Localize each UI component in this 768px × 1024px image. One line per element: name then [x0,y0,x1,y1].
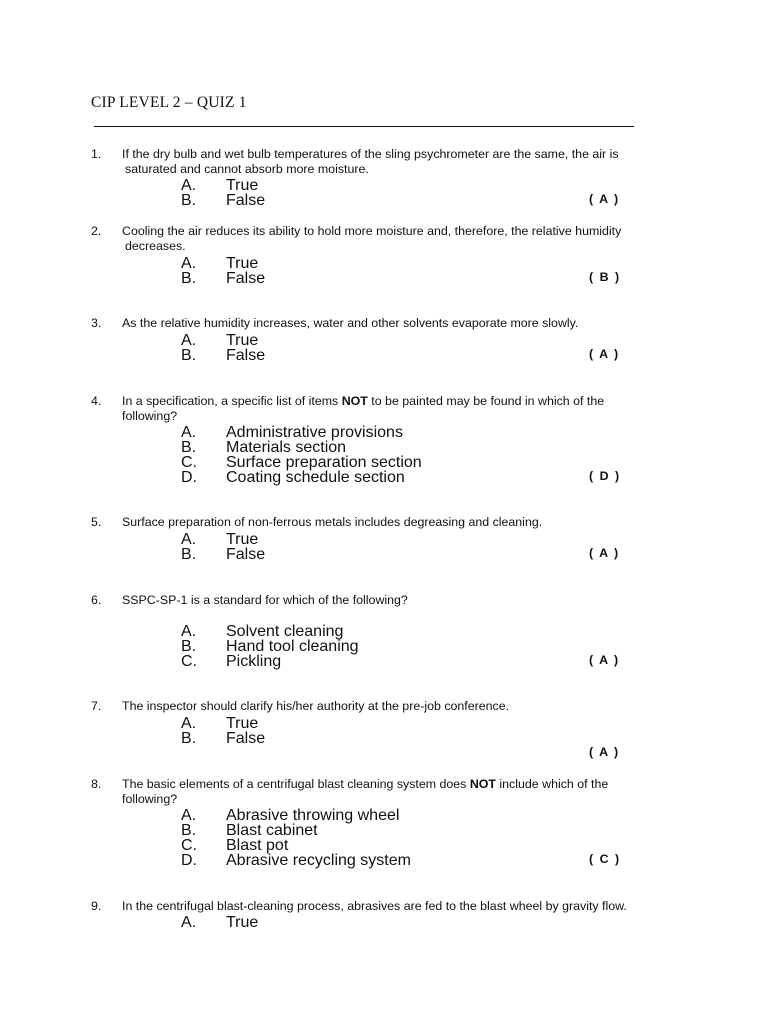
question-number: 7. [91,699,102,713]
question-number: 8. [91,777,102,791]
question-text: In a specification, a specific list of items NOT to be painted may be found in which of the following? [122,394,605,423]
option: B. Materials section [181,439,347,456]
option: A. True [181,255,259,272]
option: A. Solvent cleaning [181,623,344,640]
question-number: 9. [91,899,102,913]
option: C. Pickling ( A ) [181,653,620,670]
option: C. Blast pot [181,837,289,854]
question-text: The inspector should clarify his/her authority at the pre-job conference. [122,699,510,713]
option: D. Abrasive recycling system ( C ) [181,852,621,869]
option: B. False ( A ) [181,347,620,364]
option: A. True [181,914,259,931]
question-text: The basic elements of a centrifugal blast cleaning system does NOT include which of the following? [122,777,609,806]
option: A. True [181,531,259,548]
question-number: 3. [91,316,102,330]
option: C. Surface preparation section [181,454,422,471]
answer-key: ( C ) [589,852,621,866]
question-text: Surface preparation of non-ferrous metals includes degreasing and cleaning. [122,515,543,529]
option: A. True [181,177,259,194]
question-number: 4. [91,394,102,408]
question-number: 1. [91,147,102,161]
option: B. False [181,730,266,747]
question-text: SSPC-SP-1 is a standard for which of the following? [122,593,408,607]
question-number: 6. [91,593,102,607]
emphasis-not: NOT [341,394,368,408]
option: B. Blast cabinet [181,822,318,839]
title-underline [94,126,634,127]
option: A. True [181,332,259,349]
question-number: 5. [91,515,102,529]
option: A. Administrative provisions [181,424,403,441]
option: A. True [181,715,259,732]
answer-key: ( A ) [589,745,620,759]
question-text: If the dry bulb and wet bulb temperatures of the sling psychrometer are the same, the air is saturated and cannot absorb more moisture. [122,147,619,176]
question-text: As the relative humidity increases, water and other solvents evaporate more slowly. [122,316,579,330]
option: D. Coating schedule section ( D ) [181,469,621,486]
emphasis-not: NOT [469,777,496,791]
question-text: In the centrifugal blast-cleaning process, abrasives are fed to the blast wheel by gravity flow. [122,899,627,913]
option: B. False ( A ) [181,546,620,563]
question-text: Cooling the air reduces its ability to hold more moisture and, therefore, the relative humidity decreases. [122,224,622,253]
option: B. False ( A ) [181,192,620,209]
answer-key: ( D ) [589,469,621,483]
answer-key: ( A ) [589,653,620,667]
answer-key: ( B ) [589,270,621,284]
option: B. False ( B ) [181,270,621,287]
question-number: 2. [91,224,102,238]
option: B. Hand tool cleaning [181,638,359,655]
answer-row [0,745,768,760]
answer-key: ( A ) [589,192,620,206]
option: A. Abrasive throwing wheel [181,807,400,824]
quiz-title: CIP LEVEL 2 – QUIZ 1 [91,94,247,111]
answer-key: ( A ) [589,347,620,361]
answer-key: ( A ) [589,546,620,560]
